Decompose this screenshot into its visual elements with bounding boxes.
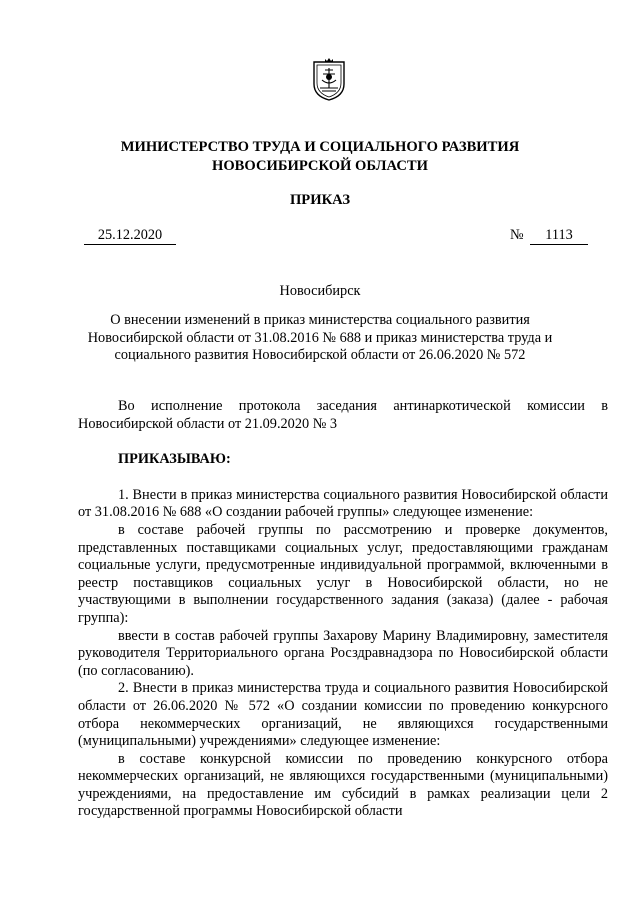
order-number: 1113: [530, 226, 588, 245]
number-sign: №: [510, 227, 524, 243]
ministry-name-line2: НОВОСИБИРСКОЙ ОБЛАСТИ: [211, 158, 428, 174]
paragraph-4: 2. Внести в приказ министерства труда и социального развития Новосибирской области от 26.06.2020 № 572 «О создании комиссии по проведению конкурсного отбора некоммерческих организаций, не являющихся государственными (муниципальными) учреждениями» следующее изменение:: [78, 680, 608, 750]
paragraph-3: ввести в состав рабочей группы Захарову Марину Владимировну, заместителя руководителя Территориального органа Росздравнадзора по Новосибирской области (по согласованию).: [78, 627, 608, 679]
document-type: ПРИКАЗ: [289, 192, 351, 208]
order-body: [78, 398, 608, 821]
order-word: ПРИКАЗЫВАЮ:: [118, 451, 231, 468]
paragraph-1: 1. Внести в приказ министерства социального развития Новосибирской области от 31.08.2016 № 688 «О создании рабочей группы» следующее изменение:: [78, 486, 608, 521]
coat-of-arms-icon: [310, 58, 348, 102]
paragraph-5: в составе конкурсной комиссии по проведению конкурсного отбора некоммерческих организаций, не являющихся государственными (муниципальными) учреждениями, на предоставление им субсидий в рамках реализации цели 2 государственной программы Новосибирской области: [78, 750, 608, 820]
paragraph-2: в составе рабочей группы по рассмотрению и проверке документов, представленных поставщиками социальных услуг, предоставляющими гражданам социальные услуги, предусмотренные индивидуальной программой, включенными в реестр поставщиков социальных услуг в Новосибирской области, но не участвующими в выполнении государственного задания (заказа) (далее - рабочая группа):: [78, 521, 608, 626]
order-subject: О внесении изменений в приказ министерства социального развития Новосибирской области от 31.08.2016 № 688 и приказ министерства труда и социального развития Новосибирской области от 26.06.2020 № 572: [87, 312, 553, 363]
order-date: 25.12.2020: [84, 226, 176, 245]
city: Новосибирск: [279, 283, 361, 299]
preamble: Во исполнение протокола заседания антинаркотической комиссии в Новосибирской области от 21.09.2020 № 3: [78, 398, 608, 432]
ministry-name-line1: МИНИСТЕРСТВО ТРУДА И СОЦИАЛЬНОГО РАЗВИТИЯ: [120, 139, 520, 155]
